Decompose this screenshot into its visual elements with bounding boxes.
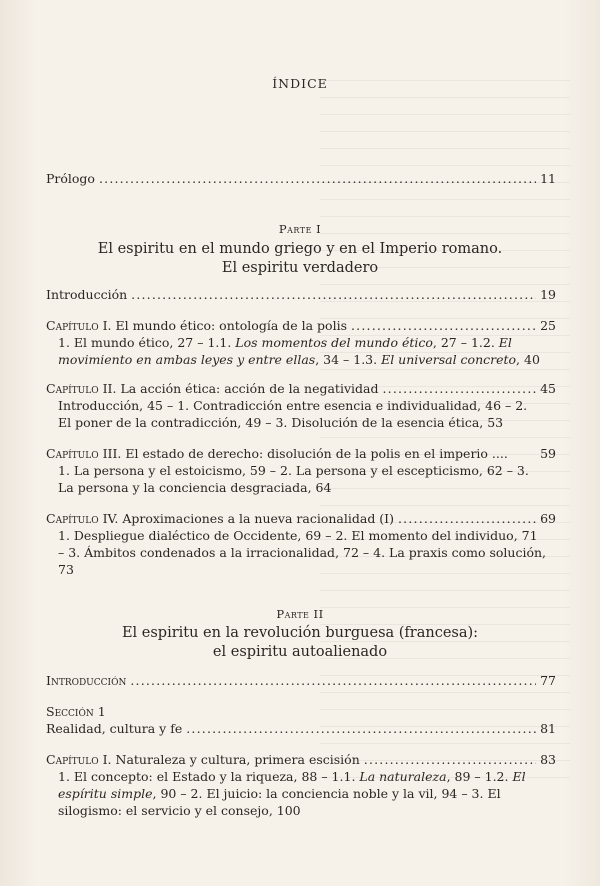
entry-label: El estado de derecho: disolución de la polis en el imperio ....	[125, 446, 508, 461]
subentry-line: 1. Despliegue dialéctico de Occidente, 69 – 2. El momento del individuo, 71	[58, 528, 538, 543]
leader-dots	[130, 672, 536, 689]
subentry-line: silogismo: el servicio y el consejo, 100	[58, 803, 301, 818]
entry-label: Prólogo	[46, 171, 95, 186]
toc-entry-part2-chapter-1[interactable]	[46, 751, 556, 819]
page-number: 19	[540, 287, 556, 302]
subentry-line: El poner de la contradicción, 49 – 3. Disolución de la esencia ética, 53	[58, 415, 504, 430]
leader-dots	[364, 751, 536, 768]
toc-entry-introduction-2[interactable]	[46, 672, 556, 689]
subentry-line: 1. El concepto: el Estado y la riqueza, 88 – 1.1. La naturaleza, 89 – 1.2. El	[58, 769, 526, 784]
entry-label: Aproximaciones a la nueva racionalidad (I)	[122, 511, 394, 526]
part-title-line: El espiritu verdadero	[221, 260, 379, 276]
leader-dots	[186, 720, 536, 737]
toc-entry-chapter-2[interactable]	[46, 380, 556, 431]
toc-entry-introduction-1[interactable]	[46, 286, 556, 303]
page-number: 83	[540, 752, 556, 767]
entry-label: Naturaleza y cultura, primera escisión	[115, 752, 360, 767]
subentry-line: Introducción, 45 – 1. Contradicción entre esencia e individualidad, 46 – 2.	[58, 398, 528, 413]
subentry-line: movimiento en ambas leyes y entre ellas, 34 – 1.3. El universal concreto, 40	[58, 352, 540, 367]
subentry-line: espíritu simple, 90 – 2. El juicio: la conciencia noble y la vil, 94 – 3. El	[58, 786, 501, 801]
toc-entry-chapter-1[interactable]	[46, 317, 556, 368]
toc-entry-section-1[interactable]	[46, 703, 556, 737]
entry-label: El mundo ético: ontología de la polis	[115, 318, 347, 333]
chapter-prefix: Capítulo III.	[46, 446, 122, 461]
part-heading-2	[0, 607, 600, 662]
part-heading-1	[0, 222, 600, 278]
entry-label: Introducción	[46, 673, 127, 688]
page-number: 77	[540, 673, 556, 688]
chapter-prefix: Capítulo II.	[46, 381, 117, 396]
page-title: ÍNDICE	[272, 76, 328, 91]
part-number: Parte I	[278, 222, 322, 236]
page-number: 45	[540, 381, 556, 396]
subentry-line: – 3. Ámbitos condenados a la irracionalidad, 72 – 4. La praxis como solución,	[58, 545, 547, 560]
page-number: 25	[540, 318, 556, 333]
leader-dots	[131, 286, 536, 303]
chapter-prefix: Capítulo I.	[46, 752, 112, 767]
subentry-line: 1. La persona y el estoicismo, 59 – 2. La persona y el escepticismo, 62 – 3.	[58, 463, 529, 478]
leader-dots	[398, 510, 536, 527]
page-number: 59	[540, 446, 556, 461]
subentry-line: La persona y la conciencia desgraciada, 64	[58, 480, 332, 495]
subentry-line: 1. El mundo ético, 27 – 1.1. Los momentos del mundo ético, 27 – 1.2. El	[58, 335, 512, 350]
toc-entry-prologue[interactable]	[46, 170, 556, 187]
entry-label: Realidad, cultura y fe	[46, 721, 183, 736]
part-title-line: el espiritu autoalienado	[212, 644, 388, 660]
leader-dots	[351, 317, 536, 334]
toc-entry-chapter-3[interactable]	[46, 445, 556, 496]
leader-dots	[99, 170, 536, 187]
subentry-line: 73	[58, 562, 74, 577]
page-number: 81	[540, 721, 556, 736]
part-title-line: El espiritu en el mundo griego y en el Imperio romano.	[97, 241, 503, 257]
page-number: 11	[540, 171, 556, 186]
section-label: Sección 1	[46, 704, 106, 719]
leader-dots	[382, 380, 536, 397]
entry-label: Introducción	[46, 287, 128, 302]
page-number: 69	[540, 511, 556, 526]
entry-label: La acción ética: acción de la negatividad	[120, 381, 379, 396]
chapter-prefix: Capítulo I.	[46, 318, 112, 333]
part-title-line: El espiritu en la revolución burguesa (francesa):	[121, 625, 479, 641]
toc-entry-chapter-4[interactable]	[46, 510, 556, 578]
chapter-prefix: Capítulo IV.	[46, 511, 119, 526]
part-number: Parte II	[276, 607, 324, 621]
